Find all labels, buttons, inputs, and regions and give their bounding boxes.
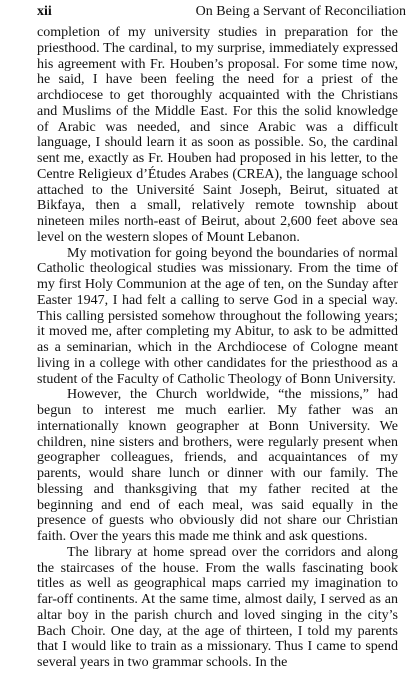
page-header bbox=[37, 4, 406, 26]
running-head: On Being a Servant of Reconciliation bbox=[195, 4, 406, 19]
paragraph: My motivation for going beyond the boundaries of normal Catholic theological studies was missionary. From the time of my first Holy Communion at the age of ten, on the Sunday after Easter 1947, I had felt a calling to serve God in a special way. This calling persisted somehow throughout the following years; it moved me, after completing my Abitur, to ask to be admitted as a seminarian, which in the Archdiocese of Cologne meant living in a college with other candidates for the priesthood as a student of the Faculty of Catholic Theology of Bonn University. bbox=[37, 245, 398, 387]
paragraph: The library at home spread over the corridors and along the staircases of the house. From the walls fascinating book titles as well as geographical maps carried my imagination to far-off continents. At the same time, almost daily, I served as an altar boy in the parish church and loved singing in the city’s Bach Choir. One day, at the age of thirteen, I told my parents that I would like to train as a missionary. Thus I came to spend several years in two grammar schools. In the bbox=[37, 544, 398, 670]
paragraph: completion of my university studies in preparation for the priesthood. The cardinal, to my surprise, immediately expressed his agreement with Fr. Houben’s proposal. For some time now, he said, I have been feeling the need for a priest of the archdiocese to get thoroughly acquainted with the Christians and Muslims of the Middle East. For this the solid knowledge of Arabic was needed, and since Arabic was a difficult language, I should learn it as soon as possible. So, the cardinal sent me, exactly as Fr. Houben had proposed in his letter, to the Centre Religieux d’Études Arabes (CREA), the language school attached to the Université Saint Joseph, Beirut, situated at Bikfaya, then a small, relatively remote township about nineteen miles north-east of Beirut, about 2,600 feet above sea level on the western slopes of Mount Lebanon. bbox=[37, 25, 398, 245]
page-number: xii bbox=[37, 4, 52, 19]
body-text bbox=[37, 25, 398, 671]
paragraph: However, the Church worldwide, “the missions,” had begun to interest me much earlier. My father was an internationally known geographer at Bonn University. We children, nine sisters and brothers, were regularly present when geographer colleagues, friends, and acquaintances of my parents, would share lunch or dinner with our family. The blessing and thanksgiving that my father recited at the beginning and end of each meal, was said equally in the presence of guests who obviously did not share our Christian faith. Over the years this made me think and ask questions. bbox=[37, 387, 398, 544]
